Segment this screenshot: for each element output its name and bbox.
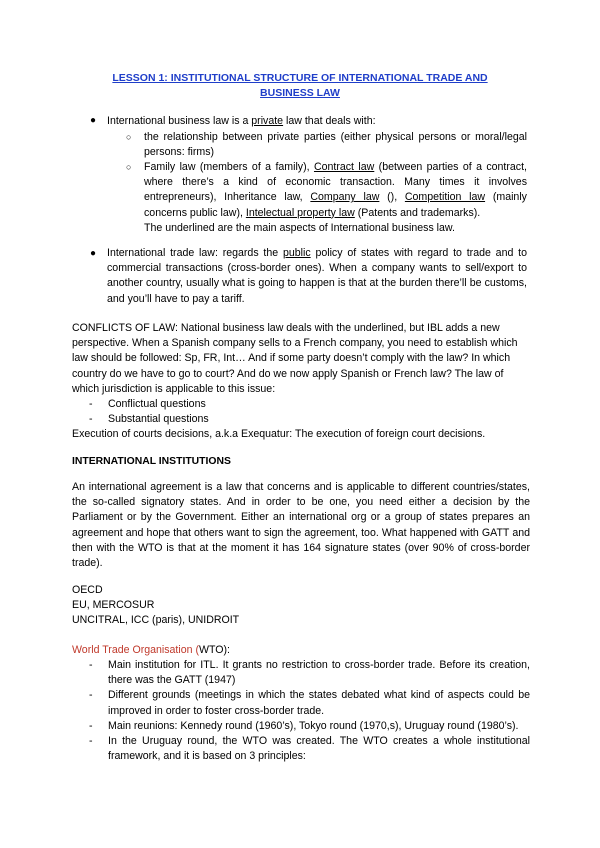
wto-heading-paren: ( [192, 644, 199, 656]
ibl-sub2-text: (Patents and trademarks). [354, 206, 481, 219]
ibl-company-law: Company law [310, 191, 380, 204]
ibl-intro-tail: law that deals with: [283, 115, 376, 127]
org-eu-mercosur: EU, MERCOSUR [72, 599, 155, 612]
ibl-intro [107, 114, 527, 129]
conflicts-item-2: - Substantial questions [72, 412, 532, 427]
exequatur-line: Execution of courts decisions, a.k.a Exequatur: The execution of foreign court decisions. [72, 428, 486, 441]
institutions-heading: INTERNATIONAL INSTITUTIONS [72, 456, 231, 467]
institutions-paragraph: An international agreement is a law that concerns and is applicable to different countries/states, the so-called signatory states. And in order to be one, you need either a decision by the Parliament or by the Government. Either an international org or a group of states prepares an agreement and hope that others want to sign the agreement, too. What happened with GATT and then with the WTO is that at the moment it has 164 signature states (over 90% of cross-border trade). [72, 481, 530, 570]
lesson-title-line-2: BUSINESS LAW [260, 86, 340, 99]
ibl-underlined-note: The underlined are the main aspects of International business law. [144, 221, 455, 234]
ibl-ip-law: Intelectual property law [245, 206, 355, 219]
org-oecd: OECD [72, 584, 103, 596]
sub-bullet-icon: ○ [126, 132, 132, 142]
ibl-sub2-text: (between parties of a contract, where there’s a kind of economic transaction. Many times it involves entrepreneurs), Inheritance law, [144, 161, 527, 204]
conflicts-section [72, 321, 532, 443]
ibl-private-term: private [251, 115, 284, 127]
itl-text-tail: policy of states with regard to trade and to commercial transactions (cross-border ones). When a company wants to sell/export to another country, usually what is going to happen is that at the burden there’ll be customs, and you’ll have to pay a tariff. [107, 247, 527, 305]
ibl-intro-text: International business law is a [107, 115, 252, 127]
wto-heading-close: ): [223, 644, 231, 656]
ibl-sub-item-1: the relationship between private parties (either physical persons or moral/legal persons: firms) [144, 131, 527, 159]
wto-heading [72, 643, 532, 658]
itl-text: International trade law: regards the [107, 247, 283, 259]
itl-paragraph [107, 246, 527, 307]
wto-item-2: - Different grounds (meetings in which the states debated what kind of aspects could be improved in order to foster cross-border trade. [72, 688, 530, 718]
bullet-icon: ● [90, 115, 97, 126]
org-uncitral: UNCITRAL, ICC (paris), UNIDROIT [72, 614, 240, 627]
lesson-title [70, 71, 530, 100]
wto-bullets [72, 658, 530, 764]
lesson-title-line-1: LESSON 1: INSTITUTIONAL STRUCTURE OF INTERNATIONAL TRADE AND [112, 72, 488, 84]
wto-item-3: - Main reunions: Kennedy round (1960’s), Tokyo round (1970,s), Uruguay round (1980’s). [72, 719, 530, 734]
ibl-competition-law: Competition law [404, 191, 486, 204]
ibl-sub2-text: (mainly concerns public law), [144, 191, 527, 219]
wto-item-1: - Main institution for ITL. It grants no restriction to cross-border trade. Before its creation, there was the GATT (1947) [72, 658, 530, 688]
conflicts-list [72, 397, 532, 427]
bullet-icon: ● [90, 248, 97, 259]
ibl-sub-item-2 [144, 160, 527, 236]
wto-item-4: - In the Uruguay round, the WTO was created. The WTO creates a whole institutional framework, and it is based on 3 principles: [72, 734, 530, 764]
conflicts-paragraph: CONFLICTS OF LAW: National business law deals with the underlined, but IBL adds a new perspective. When a Spanish company sells to a French company, you need to establish which law should be followed: Sp, FR, Int… And if some party doesn’t comply with the law? In which country do we have to go to court? And do we now apply Spanish or French law? The law of which jurisdiction is applicable to this issue: [72, 322, 518, 395]
ibl-sub2-text: (), [379, 191, 405, 204]
wto-heading-label: World Trade Organisation [72, 644, 193, 656]
ibl-family-law: Family law (members of a family), [144, 161, 314, 173]
wto-list [72, 658, 530, 764]
conflicts-item-1: - Conflictual questions [72, 397, 532, 412]
ibl-contract-law: Contract law [313, 161, 375, 173]
itl-public-term: public [282, 247, 311, 259]
sub-bullet-icon: ○ [126, 162, 132, 172]
organisations-list [72, 583, 532, 629]
wto-abbr: WTO [199, 644, 224, 656]
